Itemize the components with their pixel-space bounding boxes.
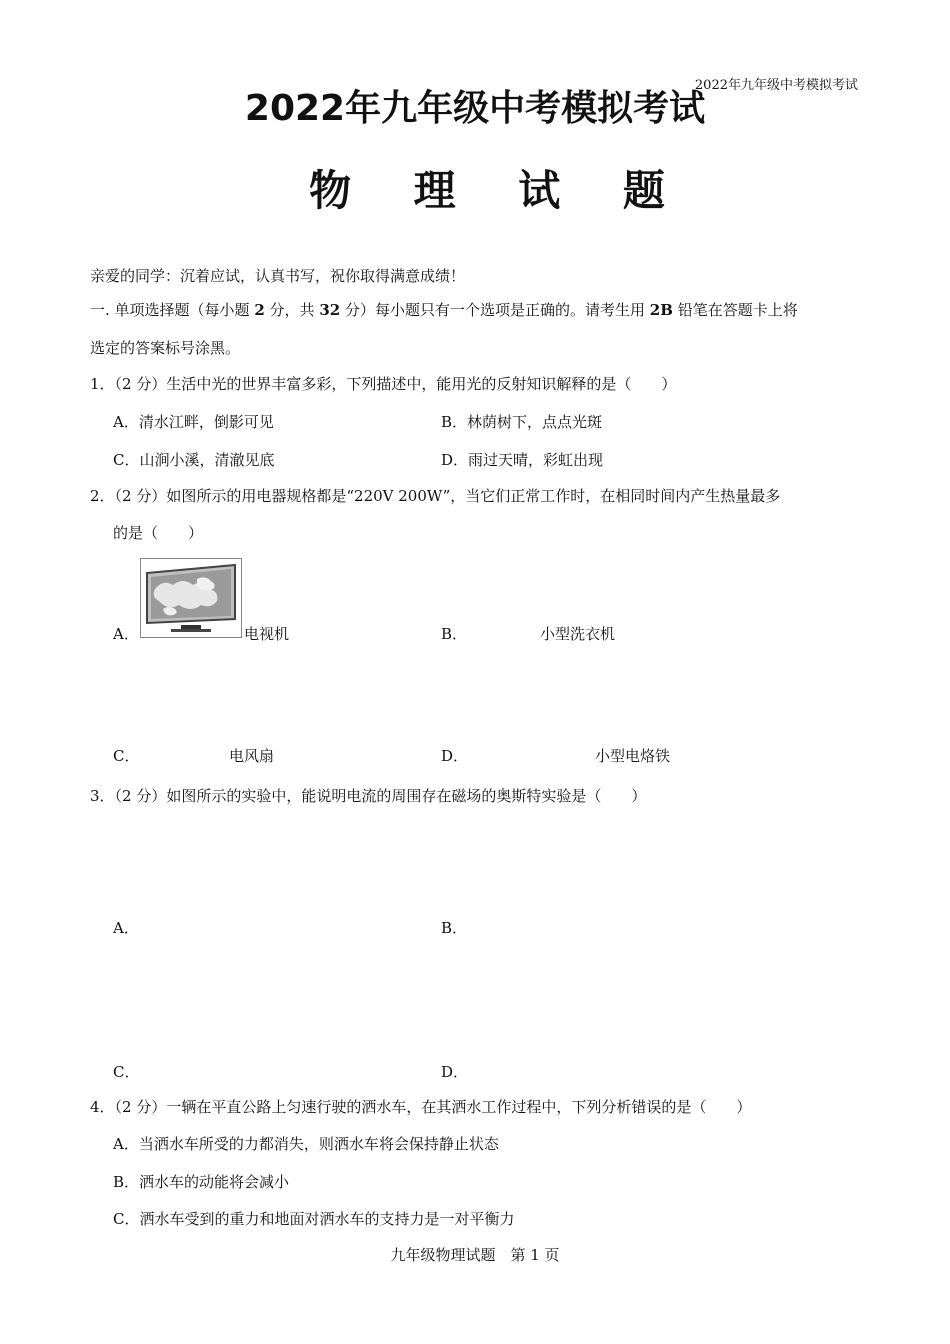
- section-mid2: 分）每小题只有一个选项是正确的。请考生用: [345, 301, 646, 319]
- q2-option-b-label: 小型洗衣机: [540, 625, 616, 643]
- q2-option-a-label: 电视机: [244, 625, 290, 643]
- tv-icon: [141, 559, 241, 637]
- section-mid1: 分，共: [269, 301, 315, 319]
- section-suffix: 铅笔在答题卡上将: [677, 301, 798, 319]
- header-note: 2022年九年级中考模拟考试: [694, 78, 858, 93]
- question-2-stem: 2．（2 分）如图所示的用电器规格都是“220V 200W”，当它们正常工作时，在相同时间内产生热量最多: [90, 487, 781, 505]
- q4-option-b: B．洒水车的动能将会减小: [113, 1173, 290, 1191]
- question-3-stem: 3．（2 分）如图所示的实验中，能说明电流的周围存在磁场的奥斯特实验是（ ）: [90, 787, 647, 805]
- question-4-stem: 4．（2 分）一辆在平直公路上匀速行驶的洒水车，在其洒水工作过程中，下列分析错误的是（ ）: [90, 1098, 752, 1116]
- q2-option-c-label: 电风扇: [229, 747, 275, 765]
- q2-option-d-label: 小型电烙铁: [595, 747, 671, 765]
- q2-option-b-letter: B．: [441, 625, 468, 643]
- q1-option-a: A．清水江畔，倒影可见: [113, 413, 274, 431]
- greeting-text: 亲爱的同学：沉着应试，认真书写，祝你取得满意成绩！: [90, 267, 466, 285]
- points-total: 32: [319, 301, 341, 319]
- pencil-type: 2B: [649, 301, 673, 319]
- question-1-stem: 1．（2 分）生活中光的世界丰富多彩，下列描述中，能用光的反射知识解释的是（ ）: [90, 375, 677, 393]
- q1-option-d: D．雨过天晴，彩虹出现: [441, 451, 604, 469]
- q4-option-a: A．当洒水车所受的力都消失，则洒水车将会保持静止状态: [113, 1135, 499, 1153]
- section-instructions-line2: 选定的答案标号涂黑。: [90, 339, 241, 357]
- points-each: 2: [254, 301, 265, 319]
- q2-option-c-letter: C．: [113, 747, 140, 765]
- q1-option-c: C．山涧小溪，清澈见底: [113, 451, 275, 469]
- q2-option-d-letter: D．: [441, 747, 469, 765]
- television-image: [140, 558, 242, 638]
- section-instructions: [90, 300, 798, 320]
- question-2-stem-line2: 的是（ ）: [113, 524, 204, 542]
- section-prefix: 一. 单项选择题（每小题: [90, 301, 250, 319]
- q2-option-a-letter: A．: [113, 625, 139, 643]
- page-footer: 九年级物理试题 第 1 页: [390, 1246, 560, 1264]
- q1-option-b: B．林荫树下，点点光斑: [441, 413, 603, 431]
- page-title: 2022年九年级中考模拟考试: [244, 88, 706, 129]
- q3-option-a: A．: [113, 919, 139, 937]
- page-subtitle: 物 理 试 题: [309, 166, 689, 215]
- q4-option-c: C．洒水车受到的重力和地面对洒水车的支持力是一对平衡力: [113, 1210, 515, 1228]
- q3-option-d: D．: [441, 1063, 469, 1081]
- q3-option-b: B．: [441, 919, 468, 937]
- q3-option-c: C．: [113, 1063, 140, 1081]
